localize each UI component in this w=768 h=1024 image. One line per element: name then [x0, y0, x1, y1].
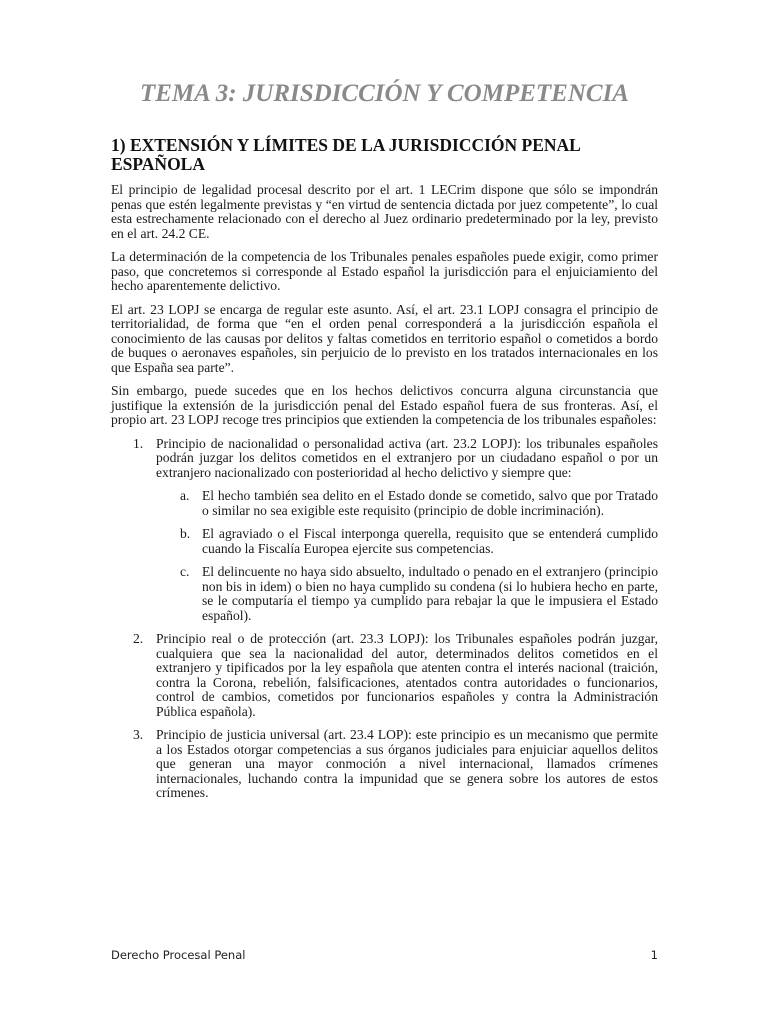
sub-list-item-text: El delincuente no haya sido absuelto, indultado o penado en el extranjero (principio non bis in idem) o bien no haya cumplido su condena (si lo hubiera hecho en parte, se le computaría el tiempo ya cumplido para rebajar la que le impusiera el Estado español).	[202, 564, 658, 623]
paragraph: La determinación de la competencia de los Tribunales penales españoles puede exigir, como primer paso, que concretemos si corresponde al Estado español la jurisdicción para el enjuiciamiento del hecho aparentemente delictivo.	[111, 249, 658, 293]
document-title: TEMA 3: JURISDICCIÓN Y COMPETENCIA	[139, 80, 629, 107]
list-item	[111, 632, 658, 719]
page-number: 1	[650, 948, 658, 962]
list-item	[111, 437, 658, 624]
sub-list-letter: b.	[180, 526, 191, 541]
sub-list-letter: c.	[180, 564, 190, 579]
list-number: 2.	[133, 631, 144, 646]
footer-subject: Derecho Procesal Penal	[111, 948, 246, 962]
paragraph: El art. 23 LOPJ se encarga de regular este asunto. Así, el art. 23.1 LOPJ consagra el principio de territorialidad, de forma que “en el orden penal corresponderá a la jurisdicción española el conocimiento de las causas por delitos y faltas cometidos en territorio español o cometidos a bordo de buques o aeronaves españoles, sin perjuicio de lo previsto en los tratados internacionales en los que España sea parte”.	[111, 301, 658, 375]
sub-list	[156, 489, 658, 623]
sub-list-item	[156, 527, 658, 556]
section-heading: 1) EXTENSIÓN Y LÍMITES DE LA JURISDICCIÓN PENAL ESPAÑOLA	[111, 135, 580, 174]
sub-list-letter: a.	[180, 488, 190, 503]
paragraph: Sin embargo, puede sucedes que en los hechos delictivos concurra alguna circunstancia que justifique la extensión de la jurisdicción penal del Estado español fuera de sus fronteras. Así, el propio art. 23 LOPJ recoge tres principios que extienden la competencia de los tribunales españoles:	[111, 383, 658, 427]
sub-list-item-text: El hecho también sea delito en el Estado donde se cometido, salvo que por Tratado o similar no sea exigible este requisito (principio de doble incriminación).	[202, 488, 658, 518]
sub-list-item-text: El agraviado o el Fiscal interponga querella, requisito que se entenderá cumplido cuando la Fiscalía Europea ejercite sus competencias.	[202, 526, 658, 556]
list-item-text: Principio de justicia universal (art. 23.4 LOP): este principio es un mecanismo que permite a los Estados otorgar competencias a sus órganos judiciales para enjuiciar aquellos delitos que generan una mayor conmoción a nivel internacional, llamados crímenes internacionales, luchando contra la impunidad que se genera sobre los autores de estos crímenes.	[156, 727, 658, 800]
sub-list-item	[156, 489, 658, 518]
list-number: 3.	[133, 727, 144, 742]
list-item	[111, 728, 658, 801]
sub-list-item	[156, 565, 658, 623]
list-item-text: Principio de nacionalidad o personalidad activa (art. 23.2 LOPJ): los tribunales españoles podrán juzgar los delitos cometidos en el extranjero por un ciudadano español o por un extranjero nacionalizado con posterioridad al hecho delictivo y siempre que:	[156, 435, 658, 480]
paragraph: El principio de legalidad procesal descrito por el art. 1 LECrim dispone que sólo se impondrán penas que estén legalmente previstas y “en virtud de sentencia dictada por juez competente”, lo cual esta estrechamente relacionado con el derecho al Juez ordinario predeterminado por la ley, previsto en el art. 24.2 CE.	[111, 182, 658, 241]
principles-list	[111, 437, 658, 801]
list-number: 1.	[133, 435, 144, 451]
list-item-text: Principio real o de protección (art. 23.3 LOPJ): los Tribunales españoles podrán juzgar, cualquiera que sea la nacionalidad del autor, determinados delitos cometidos en el extranjero y tipificados por la ley española que atenten contra el interés nacional (traición, contra la Corona, rebelión, falsificaciones, atentados contra autoridades o funcionarios, control de cambios, cometidos por funcionarios españoles y contra la Administración Pública española).	[156, 631, 658, 719]
document-page	[111, 80, 658, 810]
